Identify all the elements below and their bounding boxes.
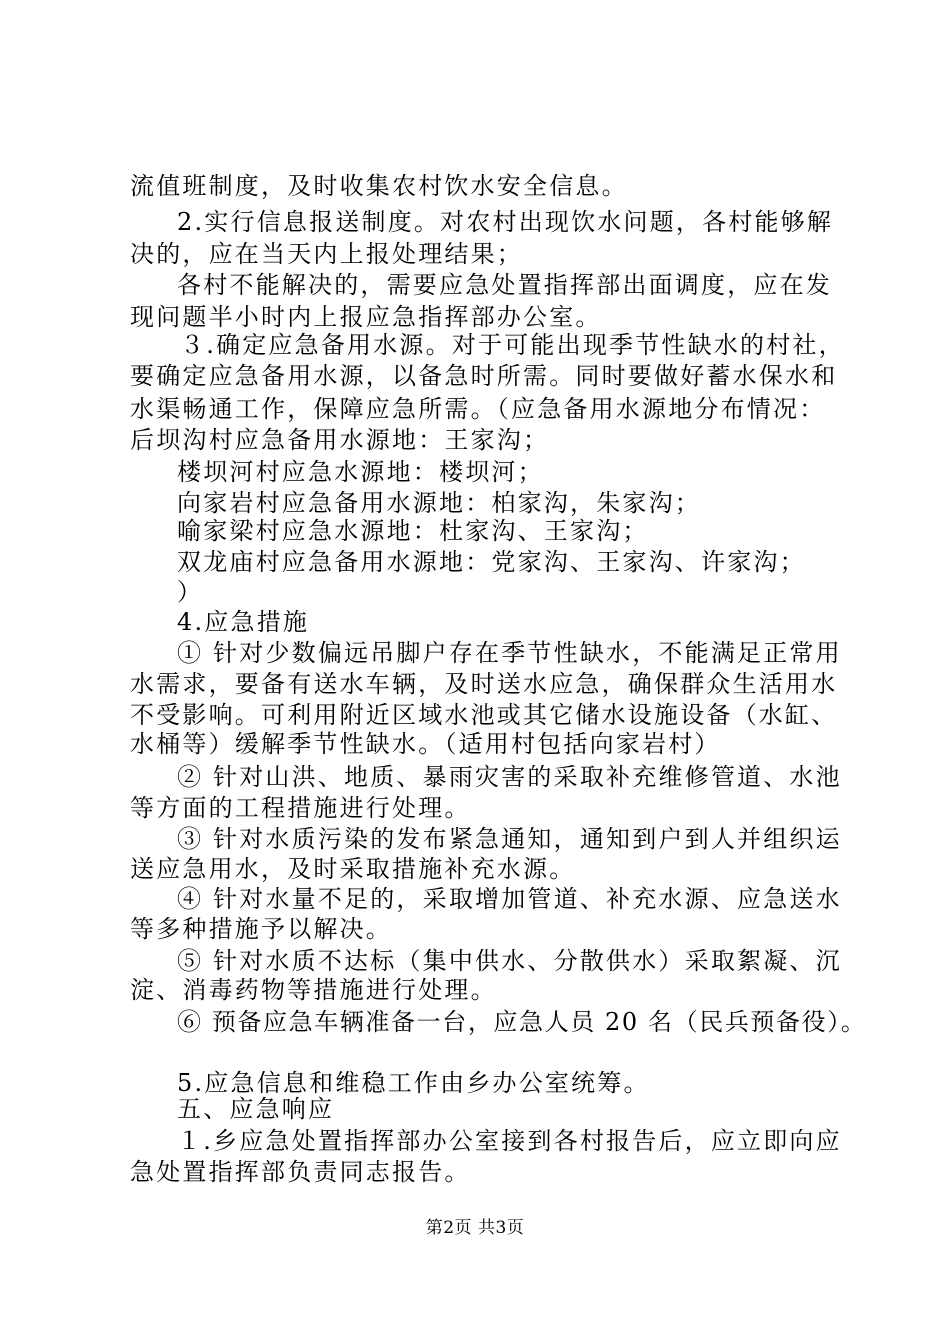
text-line: ⑥ 预备应急车辆准备一台，应急人员 20 名（民兵预备役）。: [177, 1008, 867, 1036]
text-line: ③ 针对水质污染的发布紧急通知，通知到户到人并组织运: [177, 825, 842, 853]
text-line: ④ 针对水量不足的，采取增加管道、补充水源、应急送水: [177, 885, 842, 913]
text-line: 向家岩村应急备用水源地：柏家沟，朱家沟；: [177, 489, 701, 517]
text-line: 双龙庙村应急备用水源地：党家沟、王家沟、许家沟；: [177, 548, 806, 576]
text-line: 等多种措施予以解决。: [130, 915, 392, 943]
text-line: 送应急用水，及时采取措施补充水源。: [130, 855, 576, 883]
text-line: 不受影响。可利用附近区域水池或其它储水设施设备（水缸、: [130, 701, 838, 729]
text-line: ② 针对山洪、地质、暴雨灾害的采取补充维修管道、水池: [177, 763, 842, 791]
page-footer: 第2页 共3页: [425, 1218, 525, 1238]
text-line: 等方面的工程措施进行处理。: [130, 794, 471, 822]
text-line: 五、应急响应: [177, 1095, 335, 1123]
text-line: 淀、消毒药物等措施进行处理。: [130, 976, 497, 1004]
text-line: 4.应急措施: [177, 608, 310, 636]
text-line: ⑤ 针对水质不达标（集中供水、分散供水）采取絮凝、沉: [177, 947, 842, 975]
text-line: 急处置指挥部负责同志报告。: [130, 1158, 471, 1186]
text-line: 流值班制度，及时收集农村饮水安全信息。: [130, 172, 628, 200]
text-line: 水桶等）缓解季节性缺水。（适用村包括向家岩村）: [130, 730, 721, 758]
text-line: 5.应急信息和维稳工作由乡办公室统筹。: [177, 1069, 650, 1097]
text-line: ３.确定应急备用水源。对于可能出现季节性缺水的村社，: [180, 331, 845, 359]
text-line: 水渠畅通工作，保障应急所需。（应急备用水源地分布情况：: [130, 395, 826, 423]
text-line: 水需求，要备有送水车辆，及时送水应急，确保群众生活用水: [130, 670, 838, 698]
text-line: 2.实行信息报送制度。对农村出现饮水问题，各村能够解: [177, 208, 834, 236]
text-line: 决的，应在当天内上报处理结果；: [130, 240, 523, 268]
text-line: 喻家梁村应急水源地：杜家沟、王家沟；: [177, 517, 649, 545]
text-line: 现问题半小时内上报应急指挥部办公室。: [130, 303, 602, 331]
text-line: １.乡应急处置指挥部办公室接到各村报告后，应立即向应: [177, 1127, 842, 1155]
text-line: 各村不能解决的，需要应急处置指挥部出面调度，应在发: [177, 271, 832, 299]
text-line: ）: [177, 578, 204, 606]
text-line: 后坝沟村应急备用水源地：王家沟；: [130, 426, 550, 454]
text-line: 楼坝河村应急水源地：楼坝河；: [177, 458, 544, 486]
text-line: 要确定应急备用水源，以备急时所需。同时要做好蓄水保水和: [130, 362, 838, 390]
text-line: ① 针对少数偏远吊脚户存在季节性缺水，不能满足正常用: [177, 639, 842, 667]
